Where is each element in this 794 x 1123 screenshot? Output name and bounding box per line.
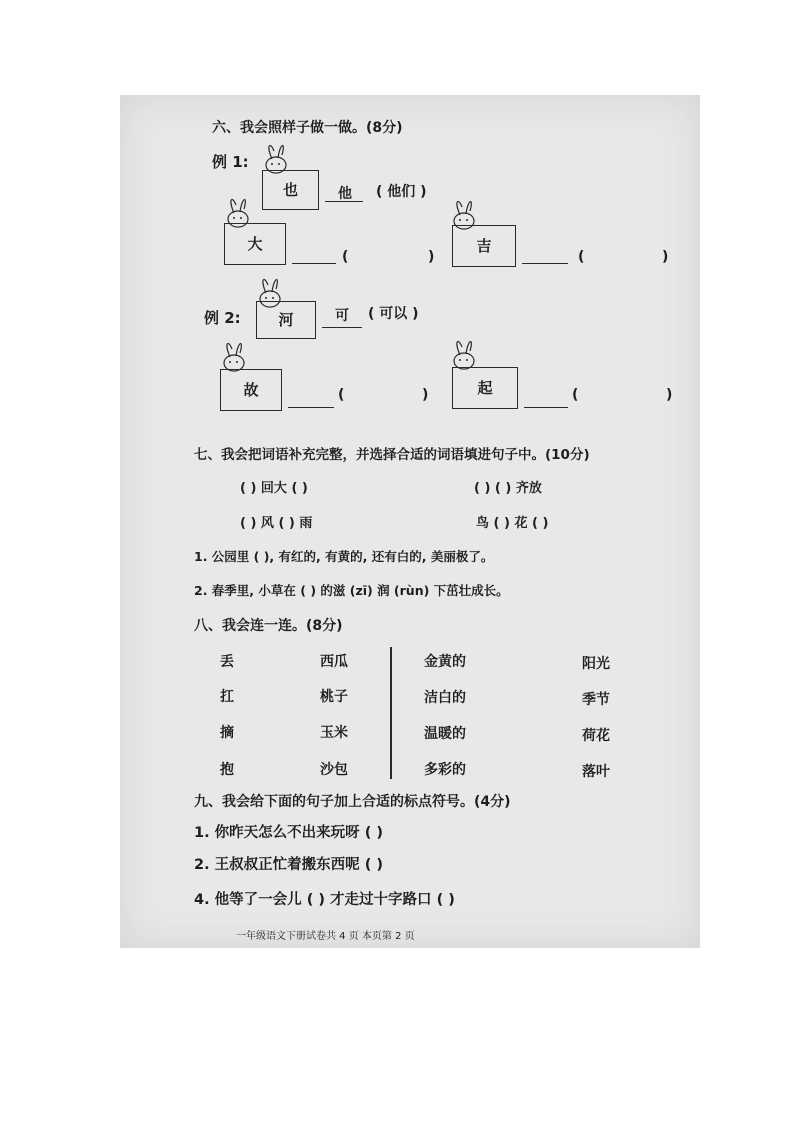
paren-close: ) [666, 387, 673, 403]
paren-close: ) [428, 249, 435, 265]
section-8-title: 八、我会连一连。(8分) [194, 618, 343, 634]
answer-line[interactable] [524, 407, 568, 408]
idiom-row-2-left: ( ) 风 ( ) 雨 [240, 516, 313, 531]
adjective-item[interactable]: 洁白的 [424, 690, 466, 706]
adjective-item[interactable]: 多彩的 [424, 762, 466, 778]
idiom-row-1-right: ( ) ( ) 齐放 [474, 481, 542, 496]
verb-item[interactable]: 摘 [220, 725, 234, 741]
verb-item[interactable]: 扛 [220, 689, 234, 705]
noun-item[interactable]: 玉米 [320, 725, 348, 741]
paren-open: ( [338, 387, 345, 403]
noun-item[interactable]: 荷花 [582, 728, 610, 744]
answer-line [325, 201, 363, 202]
punctuation-sentence-1: 1. 你昨天怎么不出来玩呀 ( ) [194, 825, 383, 841]
answer-line [322, 327, 362, 328]
paren-close: ) [662, 249, 669, 265]
q4-char: 起 [477, 379, 493, 397]
noun-item[interactable]: 落叶 [582, 764, 610, 780]
example-1-word: ( 他们 ) [376, 184, 427, 200]
idiom-row-1-left: ( ) 回大 ( ) [240, 481, 308, 496]
punctuation-sentence-3: 4. 他等了一会儿 ( ) 才走过十字路口 ( ) [194, 892, 455, 908]
example-1-char: 也 [282, 181, 298, 199]
noun-item[interactable]: 西瓜 [320, 654, 348, 670]
example-1-answer: 他 [338, 186, 352, 202]
example-2-word: ( 可以 ) [368, 306, 419, 322]
q2-char: 吉 [476, 237, 492, 255]
noun-item[interactable]: 沙包 [320, 762, 348, 778]
column-divider [390, 647, 392, 779]
paren-close: ) [422, 387, 429, 403]
verb-item[interactable]: 抱 [220, 762, 234, 778]
answer-line[interactable] [522, 263, 568, 264]
section-9-title: 九、我会给下面的句子加上合适的标点符号。(4分) [194, 794, 511, 810]
paren-open: ( [572, 387, 579, 403]
section-6-title: 六、我会照样子做一做。(8分) [212, 120, 403, 136]
q1-char: 大 [247, 235, 263, 253]
noun-item[interactable]: 季节 [582, 692, 610, 708]
answer-line[interactable] [288, 407, 334, 408]
paren-open: ( [342, 249, 349, 265]
answer-line[interactable] [292, 263, 336, 264]
noun-item[interactable]: 阳光 [582, 656, 610, 672]
sentence-1: 1. 公园里 ( ), 有红的, 有黄的, 还有白的, 美丽极了。 [194, 549, 494, 564]
example-1-label: 例 1: [212, 153, 249, 171]
sentence-2: 2. 春季里, 小草在 ( ) 的滋 (zī) 润 (rùn) 下茁壮成长。 [194, 583, 509, 598]
exam-sheet [120, 95, 700, 948]
paren-open: ( [578, 249, 585, 265]
q3-char: 故 [243, 381, 259, 399]
idiom-row-2-right: 鸟 ( ) 花 ( ) [476, 516, 549, 531]
section-7-title: 七、我会把词语补充完整，并选择合适的词语填进句子中。(10分) [194, 447, 590, 463]
example-2-answer: 可 [335, 308, 349, 324]
punctuation-sentence-2: 2. 王叔叔正忙着搬东西呢 ( ) [194, 857, 383, 873]
example-2-char: 河 [278, 311, 294, 329]
noun-item[interactable]: 桃子 [320, 689, 348, 705]
verb-item[interactable]: 丢 [220, 654, 234, 670]
example-2-label: 例 2: [204, 309, 241, 327]
adjective-item[interactable]: 金黄的 [424, 654, 466, 670]
adjective-item[interactable]: 温暖的 [424, 726, 466, 742]
page-footer: 一年级语文下册试卷共 4 页 本页第 2 页 [236, 931, 415, 942]
